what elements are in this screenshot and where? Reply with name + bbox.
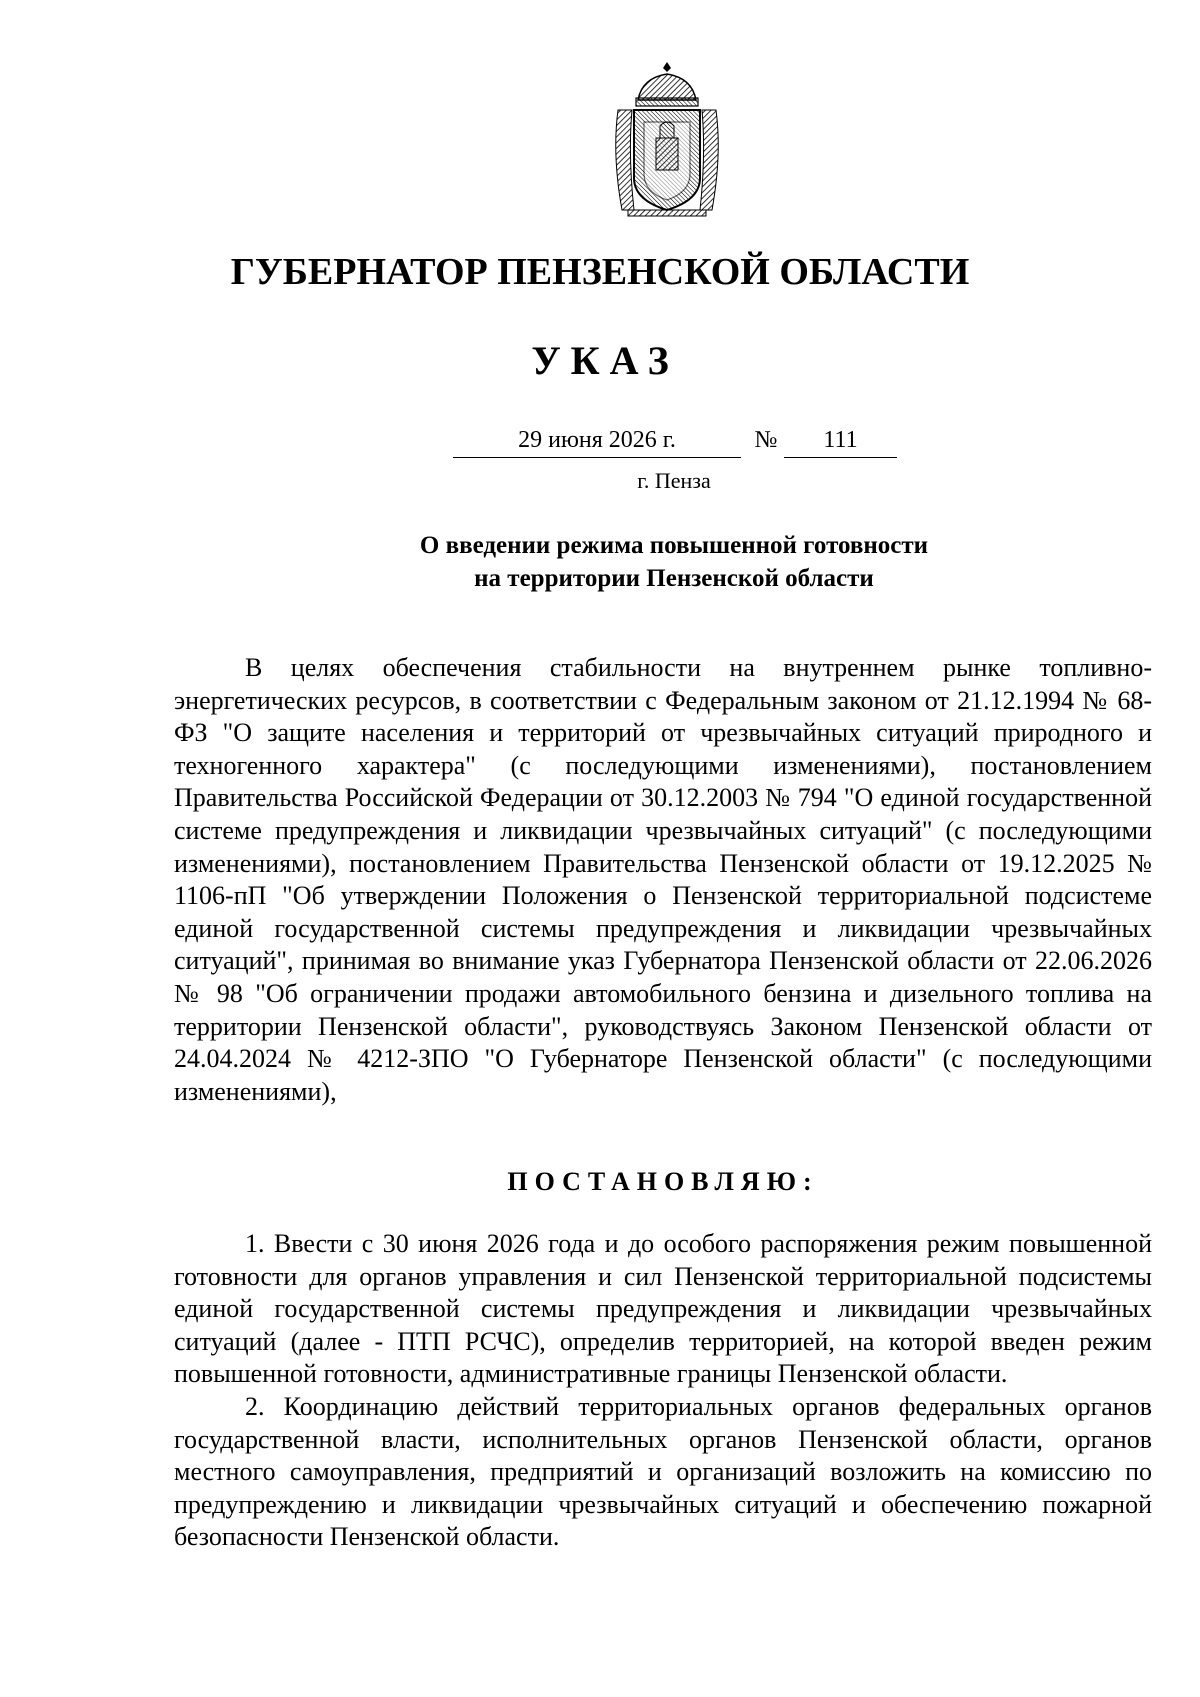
preamble-section <box>174 652 1152 1108</box>
resolve-heading: ПОСТАНОВЛЯЮ: <box>507 1167 819 1196</box>
document-title-line-1: О введении режима повышенной готовности <box>419 532 929 559</box>
document-type: УКАЗ <box>531 338 679 383</box>
document-date: 29 июня 2026 г. <box>453 423 741 458</box>
issuing-authority: ГУБЕРНАТОР ПЕНЗЕНСКОЙ ОБЛАСТИ <box>230 251 970 293</box>
decree-items <box>174 1228 1152 1554</box>
decree-item-2: 2. Координацию действий территориальных органов федеральных органов государственной власти, исполнительных органов Пензенской области, органов местного самоуправления, предприятий и организаций возложить на комиссию по предупреждению и ликвидации чрезвычайных ситуаций и обеспечению пожарной безопасности Пензенской области. <box>174 1391 1152 1552</box>
preamble-paragraph: В целях обеспечения стабильности на внутреннем рынке топливно-энергетических ресурсов, в соответствии с Федеральным законом от 21.12.1994 № 68-ФЗ "О защите населения и территорий от чрезвычайных ситуаций природного и техногенного характера" (с последующими изменениями), постановлением Правительства Российской Федерации от 30.12.2003 № 794 "О единой государственной системе предупреждения и ликвидации чрезвычайных ситуаций" (с последующими изменениями), постановлением Правительства Пензенской области от 19.12.2025 № 1106-пП "Об утверждении Положения о Пензенской территориальной подсистеме единой государственной системы предупреждения и ликвидации чрезвычайных ситуаций", принимая во внимание указ Губернатора Пензенской области от 22.06.2026 № 98 "Об ограничении продажи автомобильного бензина и дизельного топлива на территории Пензенской области", руководствуясь Законом Пензенской области от 24.04.2024 № 4212-ЗПО "О Губернаторе Пензенской области" (с последующими изменениями), <box>174 653 1152 1106</box>
issue-city: г. Пенза <box>637 468 711 493</box>
decree-item-1: 1. Ввести с 30 июня 2026 года и до особого распоряжения режим повышенной готовности для органов управления и сил Пензенской территориальной подсистемы единой государственной системы предупреждения и ликвидации чрезвычайных ситуаций (далее - ПТП РСЧС), определив территорией, на которой введен режим повышенной готовности, административные границы Пензенской области. <box>174 1229 1152 1389</box>
document-title-line-2: на территории Пензенской области <box>474 565 874 592</box>
penza-coat-of-arms-icon <box>608 60 726 218</box>
document-number: 111 <box>784 423 897 458</box>
document-title <box>300 529 1048 595</box>
number-sign: № <box>754 427 778 453</box>
